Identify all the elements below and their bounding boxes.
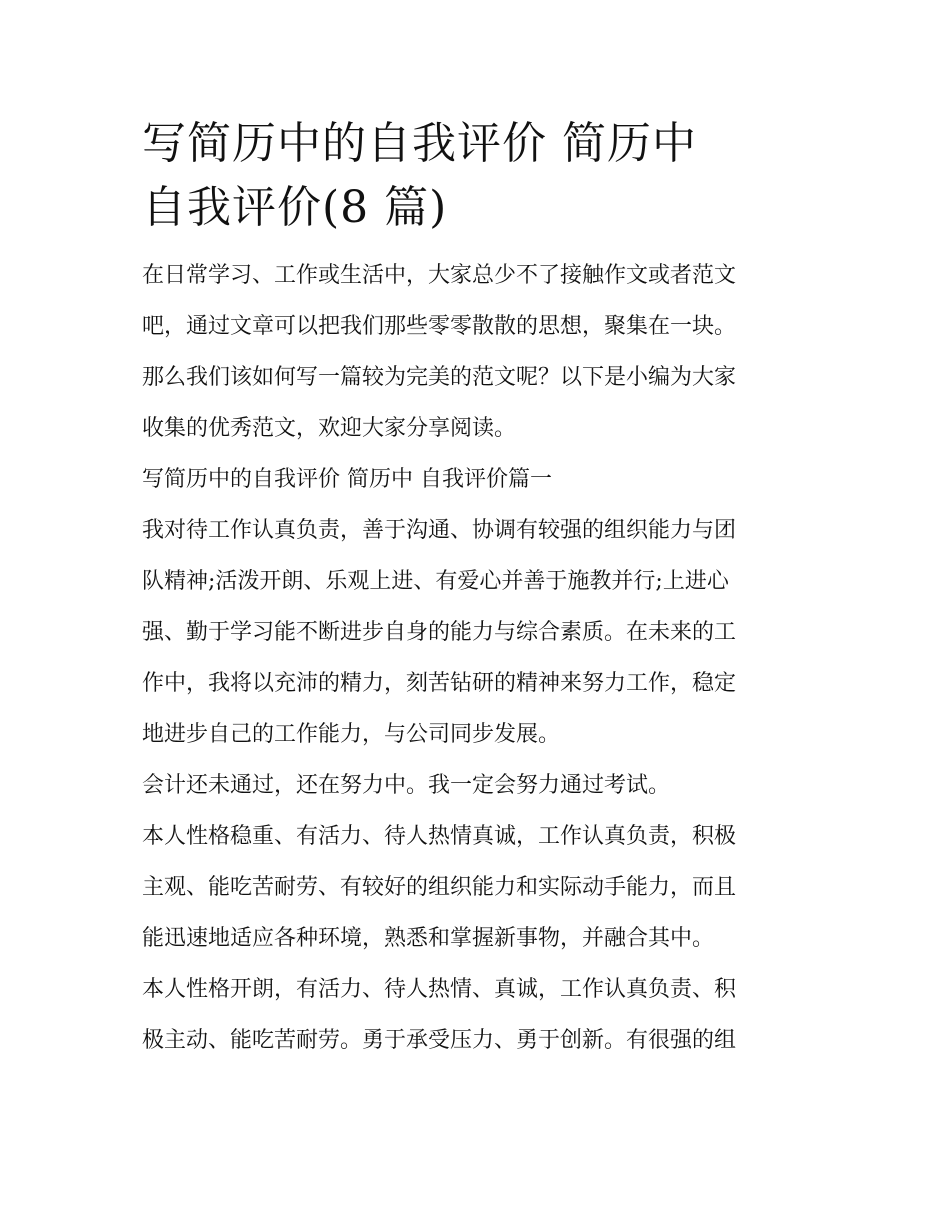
text-line: 写简历中的自我评价 简历中 自我评价篇一 (142, 467, 552, 492)
text-line: 地进步自己的工作能力，与公司同步发展。 (142, 722, 561, 747)
text-line: 本人性格稳重、有活力、待人热情真诚，工作认真负责，积极 (142, 824, 737, 849)
body-paragraph (142, 505, 812, 760)
body-paragraph (142, 811, 812, 964)
title-line: 写简历中的自我评价 简历中 (142, 118, 697, 169)
text-line: 极主动、能吃苦耐劳。勇于承受压力、勇于创新。有很强的组 (142, 1028, 737, 1053)
text-line: 队精神;活泼开朗、乐观上进、有爱心并善于施教并行;上进心 (142, 569, 729, 594)
document-body (142, 250, 812, 1066)
title-line: 自我评价(8 篇) (142, 182, 448, 233)
text-line: 能迅速地适应各种环境，熟悉和掌握新事物，并融合其中。 (142, 926, 715, 951)
text-line: 强、勤于学习能不断进步自身的能力与综合素质。在未来的工 (142, 620, 737, 645)
text-line: 作中，我将以充沛的精力，刻苦钻研的精神来努力工作，稳定 (142, 671, 737, 696)
text-line: 我对待工作认真负责，善于沟通、协调有较强的组织能力与团 (142, 518, 737, 543)
intro-paragraph (142, 250, 812, 454)
text-line: 那么我们该如何写一篇较为完美的范文呢？以下是小编为大家 (142, 365, 737, 390)
text-line: 本人性格开朗，有活力、待人热情、真诚，工作认真负责、积 (142, 977, 737, 1002)
document-title (142, 112, 782, 240)
body-paragraph (142, 964, 812, 1066)
text-line: 主观、能吃苦耐劳、有较好的组织能力和实际动手能力，而且 (142, 875, 737, 900)
text-line: 在日常学习、工作或生活中，大家总少不了接触作文或者范文 (142, 263, 737, 288)
text-line: 吧，通过文章可以把我们那些零零散散的思想，聚集在一块。 (142, 314, 737, 339)
document-page (142, 112, 812, 1066)
body-paragraph (142, 760, 812, 811)
text-line: 会计还未通过，还在努力中。我一定会努力通过考试。 (142, 773, 671, 798)
section-heading (142, 454, 812, 505)
text-line: 收集的优秀范文，欢迎大家分享阅读。 (142, 416, 517, 441)
